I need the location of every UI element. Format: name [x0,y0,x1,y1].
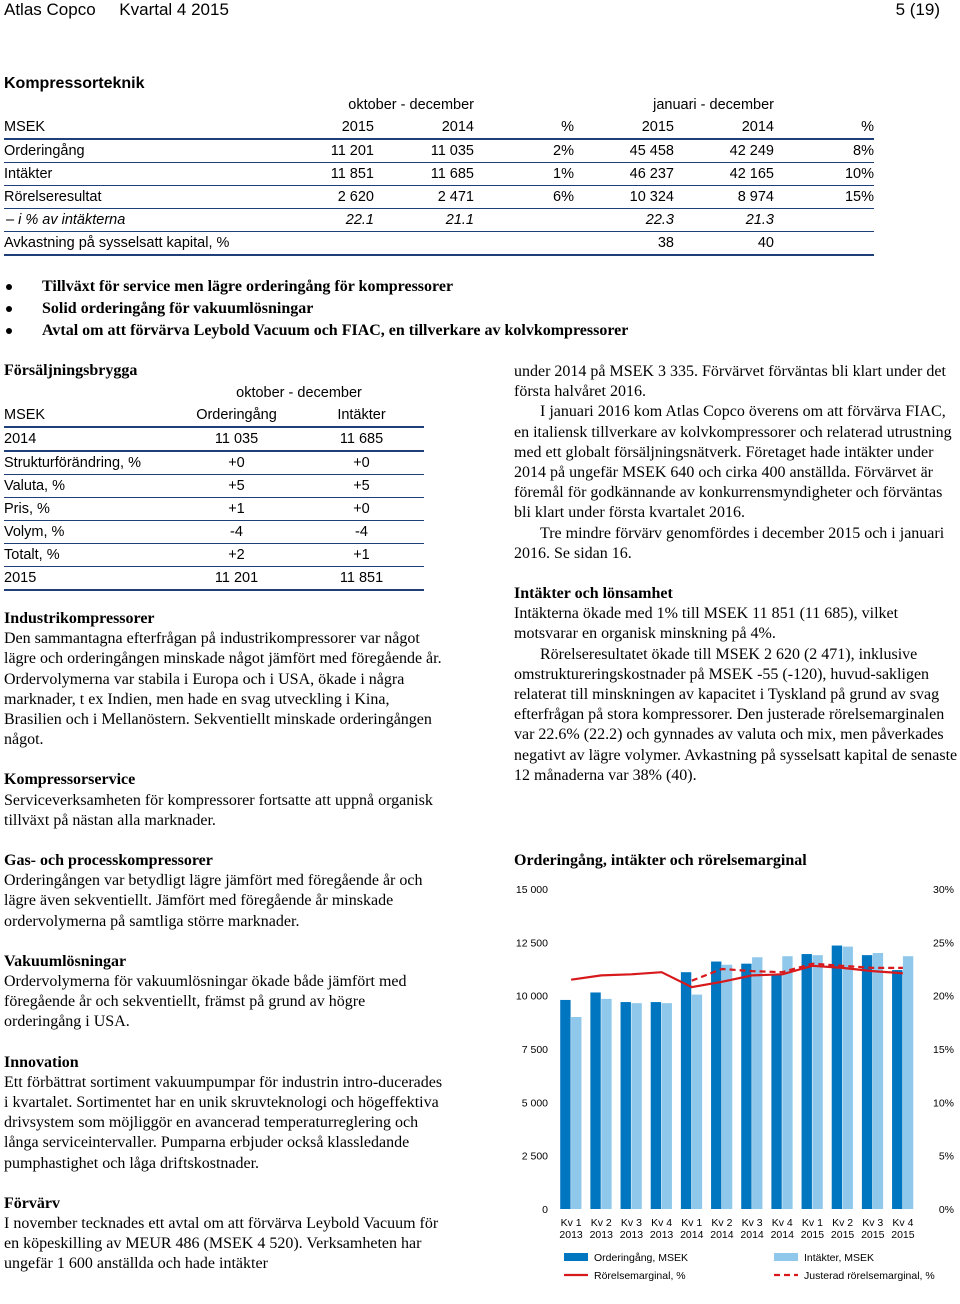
paragraph: Ordervolymerna för vakuumlösningar ökade både jämfört med föregående år och sekventiellt, främst på grund av högre orderingång i USA. [4,973,407,1031]
heading-innovation: Innovation [4,1053,79,1071]
legend-label: Orderingång, MSEK [594,1252,688,1264]
paragraph: I november tecknades ett avtal om att förvärva Leybold Vacuum för en köpeskilling av MEUR 486 (MSEK 4 520). Verksamheten har ungefär 1 600 anställda och hade intäkter [4,1215,439,1273]
bridge-title: Försäljningsbrygga [4,362,138,379]
y-tick-label: 0 [542,1204,548,1216]
x-tick-label: Kv 1 [560,1217,582,1229]
table-row: 2015 11 201 11 851 [4,567,424,591]
y-tick-label: 2 500 [521,1150,548,1163]
bar [651,1002,661,1209]
bar [892,970,902,1209]
y2-tick-label: 5% [938,1150,954,1163]
table-row: Pris, % +1 +0 [4,498,424,521]
y-tick-label: 12 500 [515,937,548,950]
x-tick-label: 2015 [861,1229,885,1241]
bar [722,965,732,1209]
table-row: Intäkter 11 851 11 685 1% 46 237 42 165 10% [4,163,874,186]
bar [590,992,600,1209]
heading-vakuum: Vakuumlösningar [4,952,127,970]
header-title: Atlas Copco Kvartal 4 2015 [4,0,229,19]
paragraph: Orderingången var betydligt lägre jämfört med föregående år och lägre även sekventiellt. Jämfört med föregående år minskade ordervolymerna på samtliga större marknader. [4,872,423,930]
y2-tick-label: 0% [938,1204,954,1216]
paragraph: Rörelseresultatet ökade till MSEK 2 620 (2 471), inklusive omstruktureringskostnader på MSEK -55 (-120), huvud-sakligen relaterat till minskningen av kapacitet i Tyskland på grund av svag efterfrågan på stora kompressorer. Den justerade rörelsemarginalen var 22.6% (22.2) och gynnades av valuta och mix, men påverkades negativt av lägre volymer. Avkastning på sysselsatt kapital de senaste 12 månaderna var 38% (40). [514,645,958,784]
x-tick-label: 2013 [619,1229,644,1241]
y-tick-label: 15 000 [515,884,548,896]
paragraph: Den sammantagna efterfrågan på industrikompressorer var något lägre och orderingången minskade något jämfört med föregående år. Ordervolymerna var stabila i Europa och i USA, ökade i några marknader, t ex Indien, men hade en svag utveckling i Kina, Brasilien och i Mellanöstern. Sekventiellt minskade orderingången något. [4,630,442,749]
legend-label: Rörelsemarginal, % [594,1270,686,1282]
list-item: Avtal om att förvärva Leybold Vacuum och FIAC, en tillverkare av kolvkompressorer [4,320,628,342]
x-tick-label: Kv 3 [741,1217,763,1229]
bar [832,946,842,1209]
heading-forvarv: Förvärv [4,1194,60,1212]
x-tick-label: 2014 [770,1229,794,1241]
bar [752,957,762,1209]
paragraph: under 2014 på MSEK 3 335. Förvärvet förväntas bli klart under det första halvåret 2016. [514,363,946,401]
heading-industrikompressorer: Industrikompressorer [4,610,155,627]
bar [771,974,781,1209]
legend-swatch-intakter [774,1253,798,1261]
right-column [514,362,958,786]
table-row: Rörelseresultat 2 620 2 471 6% 10 324 8 974 15% [4,186,874,209]
heading-kompressorservice: Kompressorservice [4,771,136,789]
table-row: Avkastning på sysselsatt kapital, % 38 40 [4,232,874,256]
x-tick-label: 2015 [800,1229,825,1241]
paragraph: Intäkterna ökade med 1% till MSEK 11 851 (11 685), vilket motsvarar en organisk minskning på 4%. [514,605,899,643]
legend-label: Intäkter, MSEK [804,1252,875,1264]
table-row: Strukturförändring, % +0 +0 [4,451,424,475]
heading-intakter: Intäkter och lönsamhet [514,585,673,603]
bar [560,1000,570,1209]
legend-label: Justerad rörelsemarginal, % [804,1270,935,1282]
bridge-group: oktober - december [236,385,362,401]
table-row: Valuta, % +5 +5 [4,475,424,498]
bar [741,964,751,1209]
table-row: Totalt, % +2 +1 [4,544,424,567]
bar [662,1003,672,1209]
section-title: Kompressorteknik [4,75,145,92]
x-tick-label: Kv 3 [620,1217,642,1229]
bar [601,999,611,1209]
list-item: Tillväxt för service men lägre orderingång för kompressorer [4,276,628,298]
group-quarter: oktober - december [348,97,474,113]
x-tick-label: 2014 [680,1229,704,1241]
bar [843,947,853,1209]
bar [802,954,812,1209]
x-tick-label: 2013 [589,1229,613,1241]
table-row: – i % av intäkterna 22.1 21.1 22.3 21.3 [4,209,874,232]
x-tick-label: Kv 3 [862,1217,884,1229]
bar [862,955,872,1209]
bar [692,995,702,1209]
page-header [4,0,940,22]
group-year: januari - december [653,97,774,113]
x-tick-label: Kv 2 [832,1217,854,1229]
bar [631,1003,641,1209]
y2-tick-label: 20% [932,990,954,1003]
x-tick-label: 2013 [649,1229,674,1241]
bar [681,972,691,1209]
x-tick-label: Kv 1 [801,1217,823,1229]
page-number: 5 (19) [895,0,940,19]
x-tick-label: Kv 4 [892,1217,914,1229]
y-tick-label: 10 000 [515,990,548,1003]
bar [571,1017,581,1209]
chart-title: Orderingång, intäkter och rörelsemarginal [514,852,807,869]
x-tick-label: Kv 4 [651,1217,673,1229]
x-tick-label: 2013 [559,1229,583,1241]
x-tick-label: Kv 2 [590,1217,612,1229]
bar [812,955,822,1209]
y2-tick-label: 25% [932,937,954,950]
y2-tick-label: 10% [932,1097,954,1110]
y-tick-label: 5 000 [521,1097,548,1110]
highlight-list [4,276,628,342]
bridge-head: MSEK Orderingång Intäkter [4,404,424,427]
bar [873,953,883,1209]
table-row: Volym, % -4 -4 [4,521,424,544]
paragraph: Ett förbättrat sortiment vakuumpumpar för industrin intro-ducerades i kvartalet. Sortimentet har en unik skruvteknologi och högeffektiva drivsystem som möjliggör en avancerad temperaturreglering och långa serviceintervaller. Pumparna erbjuder också klassledande pumphastighet och låga driftskostnader. [4,1073,443,1172]
table-row: 2014 11 035 11 685 [4,427,424,451]
bar [621,1002,631,1209]
bar [782,956,792,1209]
legend-swatch-order [564,1253,588,1261]
x-tick-label: Kv 1 [681,1217,703,1229]
order-revenue-margin-chart [508,872,958,1292]
kpi-head: MSEK 2015 2014 % 2015 2014 % [4,116,874,139]
paragraph: Serviceverksamheten för kompressorer fortsatte att uppnå organisk tillväxt på nästan alla marknader. [4,791,433,829]
y2-tick-label: 15% [932,1044,954,1056]
left-column [4,609,446,1275]
bridge-table [4,382,424,591]
paragraph: I januari 2016 kom Atlas Copco överens om att förvärva FIAC, en italiensk tillverkare av kolvkompressorer och relaterad utrustning med ett globalt försäljningsnätverk. Företaget hade intäkter under 2014 på ungefär MSEK 640 och cirka 400 anställda. Förvärvet är föremål för godkännande av konkurrensmyndigheter och förväntas bli klart under första kvartalet 2016. [514,403,952,522]
heading-gas-process: Gas- och processkompressorer [4,852,213,870]
x-tick-label: 2014 [710,1229,734,1241]
bar [711,962,721,1209]
y2-tick-label: 30% [932,884,954,896]
x-tick-label: 2015 [891,1229,915,1241]
x-tick-label: Kv 4 [771,1217,793,1229]
x-tick-label: Kv 2 [711,1217,733,1229]
bar [903,956,913,1209]
x-tick-label: 2014 [740,1229,764,1241]
kpi-table [4,94,874,256]
y-tick-label: 7 500 [521,1044,548,1056]
list-item: Solid orderingång för vakuumlösningar [4,298,628,320]
margin-line [571,966,903,987]
paragraph: Tre mindre förvärv genomfördes i december 2015 och i januari 2016. Se sidan 16. [514,524,945,562]
x-tick-label: 2015 [830,1229,855,1241]
table-row: Orderingång 11 201 11 035 2% 45 458 42 249 8% [4,139,874,163]
